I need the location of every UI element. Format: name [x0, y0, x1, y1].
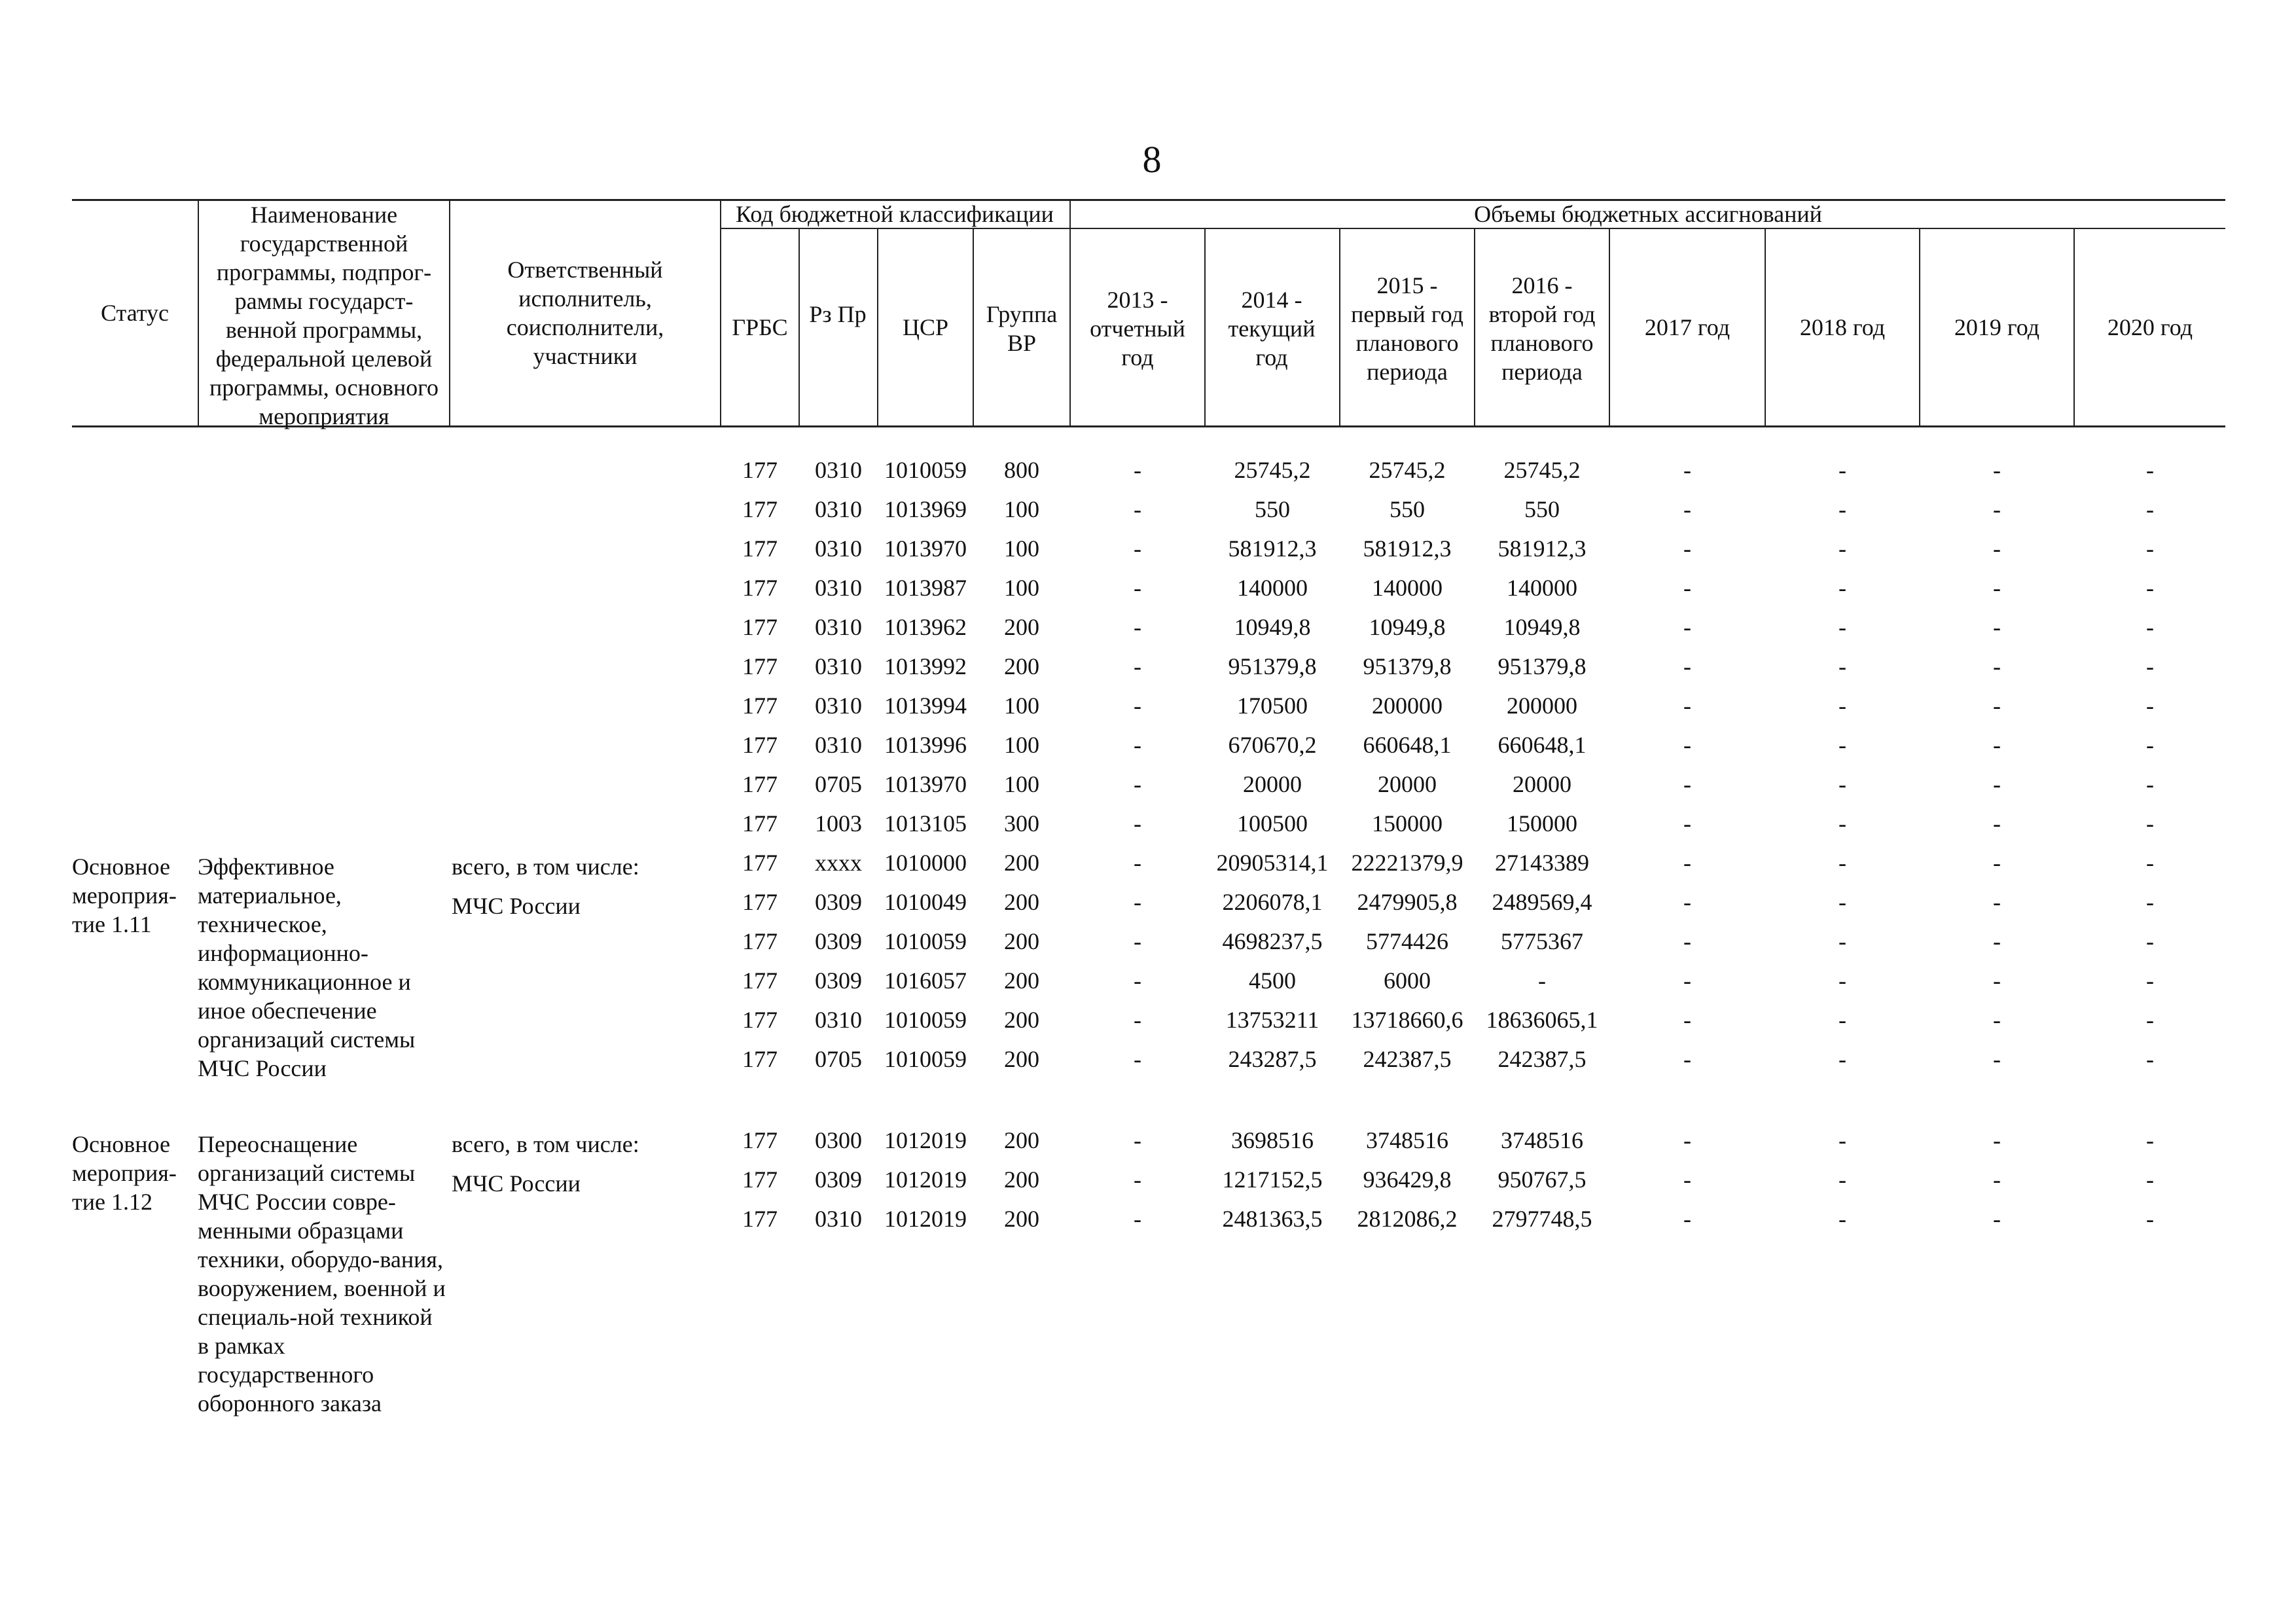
cell-2017: - [1683, 810, 1691, 837]
vrule [198, 199, 199, 427]
cell-2015: 10949,8 [1369, 614, 1446, 640]
cell-2019: - [1993, 575, 2001, 601]
cell-2019: - [1993, 1166, 2001, 1193]
cell-2019: - [1993, 614, 2001, 640]
cell-2014: 243287,5 [1228, 1046, 1317, 1072]
measure-112-exec-total: всего, в том числе: [452, 1131, 639, 1157]
cell-rzpr: xxxx [815, 850, 862, 876]
header-2013: 2013 - отчетный год [1090, 287, 1185, 370]
cell-vr: 200 [1004, 889, 1039, 915]
cell-grbs: 177 [742, 850, 778, 876]
cell-csr: 1013987 [884, 575, 967, 601]
cell-vr: 200 [1004, 1046, 1039, 1072]
cell-vr: 200 [1004, 850, 1039, 876]
cell-2015: 200000 [1372, 693, 1443, 719]
cell-grbs: 177 [742, 693, 778, 719]
cell-2019: - [1993, 967, 2001, 994]
cell-2017: - [1683, 653, 1691, 679]
measure-111-exec-total: всего, в том числе: [452, 854, 639, 880]
cell-2016: 3748516 [1501, 1127, 1583, 1153]
cell-2014: 3698516 [1231, 1127, 1314, 1153]
cell-csr: 1013970 [884, 535, 967, 562]
cell-2014: 140000 [1237, 575, 1308, 601]
cell-2015: 2812086,2 [1357, 1206, 1458, 1232]
cell-csr: 1013970 [884, 771, 967, 797]
cell-2019: - [1993, 771, 2001, 797]
cell-2015: 140000 [1372, 575, 1443, 601]
cell-2013: - [1134, 1166, 1141, 1193]
cell-grbs: 177 [742, 889, 778, 915]
cell-2013: - [1134, 889, 1141, 915]
cell-2016: 950767,5 [1498, 1166, 1587, 1193]
page-number: 8 [1142, 138, 1162, 181]
cell-2018: - [1839, 850, 1846, 876]
cell-2020: - [2146, 1046, 2154, 1072]
cell-2020: - [2146, 1007, 2154, 1033]
cell-csr: 1016057 [884, 967, 967, 994]
cell-rzpr: 0309 [815, 967, 862, 994]
vrule [1069, 199, 1071, 427]
cell-2020: - [2146, 732, 2154, 758]
cell-2018: - [1839, 496, 1846, 522]
cell-2019: - [1993, 1046, 2001, 1072]
cell-2014: 581912,3 [1228, 535, 1317, 562]
cell-2017: - [1683, 457, 1691, 483]
header-vr: Группа ВР [986, 301, 1058, 356]
cell-rzpr: 1003 [815, 810, 862, 837]
cell-2016: 550 [1524, 496, 1560, 522]
cell-2016: 27143389 [1495, 850, 1589, 876]
cell-2016: 25745,2 [1503, 457, 1581, 483]
cell-vr: 200 [1004, 653, 1039, 679]
cell-2014: 2481363,5 [1222, 1206, 1323, 1232]
cell-2014: 20905314,1 [1216, 850, 1329, 876]
cell-2015: 5774426 [1366, 928, 1448, 954]
cell-vr: 200 [1004, 1166, 1039, 1193]
cell-2018: - [1839, 1166, 1846, 1193]
cell-rzpr: 0309 [815, 928, 862, 954]
cell-vr: 800 [1004, 457, 1039, 483]
header-csr: ЦСР [902, 314, 949, 340]
cell-2018: - [1839, 967, 1846, 994]
cell-csr: 1012019 [884, 1166, 967, 1193]
header-2020: 2020 год [2107, 314, 2193, 340]
cell-vr: 300 [1004, 810, 1039, 837]
header-name: Наименование государственной программы, подпрог-раммы государст-венной программы, федеральной целевой программы, основного мероприятия [209, 202, 439, 429]
cell-2018: - [1839, 535, 1846, 562]
cell-2015: 150000 [1372, 810, 1443, 837]
cell-csr: 1010059 [884, 928, 967, 954]
cell-2019: - [1993, 850, 2001, 876]
cell-2019: - [1993, 693, 2001, 719]
cell-2018: - [1839, 810, 1846, 837]
header-budget-code: Код бюджетной классификации [736, 201, 1054, 227]
cell-vr: 200 [1004, 1206, 1039, 1232]
cell-2020: - [2146, 928, 2154, 954]
cell-2014: 1217152,5 [1222, 1166, 1323, 1193]
cell-2015: 22221379,9 [1351, 850, 1463, 876]
cell-2013: - [1134, 1127, 1141, 1153]
cell-rzpr: 0309 [815, 889, 862, 915]
cell-2014: 13753211 [1225, 1007, 1319, 1033]
cell-vr: 200 [1004, 614, 1039, 640]
cell-rzpr: 0310 [815, 535, 862, 562]
cell-vr: 100 [1004, 535, 1039, 562]
cell-2013: - [1134, 771, 1141, 797]
cell-2019: - [1993, 1127, 2001, 1153]
cell-2019: - [1993, 1206, 2001, 1232]
cell-grbs: 177 [742, 496, 778, 522]
cell-2016: 18636065,1 [1486, 1007, 1598, 1033]
cell-csr: 1010049 [884, 889, 967, 915]
cell-2013: - [1134, 693, 1141, 719]
cell-csr: 1013996 [884, 732, 967, 758]
cell-2014: 20000 [1243, 771, 1302, 797]
header-status: Статус [101, 300, 169, 326]
cell-2016: 10949,8 [1503, 614, 1581, 640]
cell-2015: 20000 [1378, 771, 1437, 797]
cell-2018: - [1839, 732, 1846, 758]
cell-2015: 936429,8 [1363, 1166, 1452, 1193]
cell-2015: 3748516 [1366, 1127, 1448, 1153]
cell-vr: 200 [1004, 928, 1039, 954]
cell-2016: 140000 [1507, 575, 1577, 601]
cell-2013: - [1134, 850, 1141, 876]
cell-2017: - [1683, 575, 1691, 601]
cell-rzpr: 0310 [815, 575, 862, 601]
cell-2013: - [1134, 967, 1141, 994]
cell-csr: 1010000 [884, 850, 967, 876]
cell-2020: - [2146, 693, 2154, 719]
cell-2020: - [2146, 653, 2154, 679]
cell-2017: - [1683, 732, 1691, 758]
cell-csr: 1013962 [884, 614, 967, 640]
cell-2019: - [1993, 928, 2001, 954]
cell-2016: 581912,3 [1498, 535, 1587, 562]
header-2017: 2017 год [1644, 314, 1731, 340]
cell-vr: 200 [1004, 1127, 1039, 1153]
cell-2020: - [2146, 850, 2154, 876]
cell-2017: - [1683, 771, 1691, 797]
cell-2017: - [1683, 1206, 1691, 1232]
cell-rzpr: 0310 [815, 1007, 862, 1033]
cell-2013: - [1134, 653, 1141, 679]
measure-112-status: Основное мероприя-тие 1.12 [72, 1131, 177, 1215]
cell-grbs: 177 [742, 810, 778, 837]
header-2016: 2016 - второй год планового периода [1488, 272, 1596, 385]
cell-rzpr: 0309 [815, 1166, 862, 1193]
cell-rzpr: 0310 [815, 732, 862, 758]
cell-2014: 100500 [1237, 810, 1308, 837]
cell-2016: 2797748,5 [1492, 1206, 1592, 1232]
cell-2020: - [2146, 889, 2154, 915]
cell-rzpr: 0310 [815, 1206, 862, 1232]
cell-2014: 951379,8 [1228, 653, 1317, 679]
cell-rzpr: 0310 [815, 496, 862, 522]
cell-grbs: 177 [742, 614, 778, 640]
cell-2016: 20000 [1513, 771, 1571, 797]
cell-2018: - [1839, 1127, 1846, 1153]
vrule [798, 228, 800, 427]
cell-2020: - [2146, 614, 2154, 640]
cell-2019: - [1993, 889, 2001, 915]
cell-csr: 1012019 [884, 1127, 967, 1153]
cell-csr: 1013992 [884, 653, 967, 679]
cell-2018: - [1839, 693, 1846, 719]
cell-csr: 1013994 [884, 693, 967, 719]
header-grbs: ГРБС [732, 314, 788, 340]
cell-2016: 5775367 [1501, 928, 1583, 954]
cell-2016: 200000 [1507, 693, 1577, 719]
cell-grbs: 177 [742, 1046, 778, 1072]
cell-2020: - [2146, 535, 2154, 562]
cell-2020: - [2146, 810, 2154, 837]
cell-2020: - [2146, 1206, 2154, 1232]
cell-2015: 13718660,6 [1351, 1007, 1463, 1033]
cell-2016: - [1538, 967, 1546, 994]
cell-2013: - [1134, 1007, 1141, 1033]
header-2014: 2014 - текущий год [1228, 287, 1316, 370]
cell-2015: 6000 [1384, 967, 1431, 994]
cell-grbs: 177 [742, 535, 778, 562]
cell-2013: - [1134, 928, 1141, 954]
measure-111-status: Основное мероприя-тие 1.11 [72, 854, 177, 937]
header-executor: Ответственный исполнитель, соисполнители, участники [506, 257, 664, 369]
header-rzpr: Рз Пр [809, 301, 867, 327]
cell-2014: 550 [1255, 496, 1290, 522]
cell-2015: 951379,8 [1363, 653, 1452, 679]
cell-grbs: 177 [742, 732, 778, 758]
cell-2020: - [2146, 496, 2154, 522]
cell-2020: - [2146, 575, 2154, 601]
cell-2015: 660648,1 [1363, 732, 1452, 758]
cell-2016: 660648,1 [1498, 732, 1587, 758]
cell-2013: - [1134, 614, 1141, 640]
cell-2013: - [1134, 1046, 1141, 1072]
cell-2014: 25745,2 [1234, 457, 1311, 483]
cell-vr: 100 [1004, 732, 1039, 758]
cell-2020: - [2146, 771, 2154, 797]
cell-2017: - [1683, 693, 1691, 719]
cell-grbs: 177 [742, 771, 778, 797]
cell-2015: 25745,2 [1369, 457, 1446, 483]
cell-2020: - [2146, 1166, 2154, 1193]
cell-grbs: 177 [742, 457, 778, 483]
cell-2013: - [1134, 732, 1141, 758]
cell-2019: - [1993, 535, 2001, 562]
cell-2020: - [2146, 967, 2154, 994]
cell-csr: 1010059 [884, 1046, 967, 1072]
cell-rzpr: 0310 [815, 614, 862, 640]
cell-2015: 550 [1390, 496, 1425, 522]
cell-2017: - [1683, 1007, 1691, 1033]
header-volumes: Объемы бюджетных ассигнований [1474, 201, 1822, 227]
cell-grbs: 177 [742, 1127, 778, 1153]
cell-2016: 242387,5 [1498, 1046, 1587, 1072]
cell-2014: 10949,8 [1234, 614, 1311, 640]
cell-2016: 150000 [1507, 810, 1577, 837]
cell-2017: - [1683, 1166, 1691, 1193]
measure-112-exec-main: МЧС России [452, 1170, 581, 1197]
cell-2018: - [1839, 457, 1846, 483]
cell-rzpr: 0705 [815, 771, 862, 797]
cell-2016: 2489569,4 [1492, 889, 1592, 915]
cell-grbs: 177 [742, 1007, 778, 1033]
cell-csr: 1010059 [884, 1007, 967, 1033]
measure-112-name: Переоснащение организаций системы МЧС России совре-менными образцами техники, оборудо-вания, вооружением, военной и специаль-ной техникой в рамках государственного оборонного заказа [198, 1131, 446, 1416]
cell-grbs: 177 [742, 1206, 778, 1232]
header-2019: 2019 год [1954, 314, 2040, 340]
measure-111-exec-main: МЧС России [452, 893, 581, 919]
cell-rzpr: 0300 [815, 1127, 862, 1153]
cell-vr: 200 [1004, 1007, 1039, 1033]
cell-2013: - [1134, 810, 1141, 837]
cell-2019: - [1993, 496, 2001, 522]
cell-2015: 581912,3 [1363, 535, 1452, 562]
cell-csr: 1012019 [884, 1206, 967, 1232]
cell-2014: 4500 [1249, 967, 1296, 994]
cell-2018: - [1839, 928, 1846, 954]
header-2018: 2018 год [1799, 314, 1886, 340]
cell-2013: - [1134, 535, 1141, 562]
vrule [973, 228, 974, 427]
cell-2020: - [2146, 457, 2154, 483]
cell-rzpr: 0310 [815, 693, 862, 719]
cell-2017: - [1683, 928, 1691, 954]
cell-grbs: 177 [742, 967, 778, 994]
cell-2014: 4698237,5 [1222, 928, 1323, 954]
cell-2014: 170500 [1237, 693, 1308, 719]
cell-vr: 100 [1004, 693, 1039, 719]
vrule [1204, 228, 1206, 427]
cell-2019: - [1993, 1007, 2001, 1033]
cell-grbs: 177 [742, 928, 778, 954]
cell-2013: - [1134, 575, 1141, 601]
cell-2018: - [1839, 653, 1846, 679]
cell-2017: - [1683, 496, 1691, 522]
cell-csr: 1013105 [884, 810, 967, 837]
cell-2019: - [1993, 732, 2001, 758]
cell-csr: 1013969 [884, 496, 967, 522]
cell-2018: - [1839, 771, 1846, 797]
cell-2015: 2479905,8 [1357, 889, 1458, 915]
cell-2018: - [1839, 614, 1846, 640]
cell-2018: - [1839, 1206, 1846, 1232]
cell-2018: - [1839, 889, 1846, 915]
cell-2017: - [1683, 1046, 1691, 1072]
cell-2019: - [1993, 653, 2001, 679]
cell-2018: - [1839, 1046, 1846, 1072]
cell-2018: - [1839, 1007, 1846, 1033]
header-2015: 2015 - первый год планового периода [1351, 272, 1463, 385]
cell-2017: - [1683, 535, 1691, 562]
cell-grbs: 177 [742, 653, 778, 679]
cell-2019: - [1993, 457, 2001, 483]
cell-2017: - [1683, 889, 1691, 915]
cell-2017: - [1683, 1127, 1691, 1153]
cell-2020: - [2146, 1127, 2154, 1153]
cell-2017: - [1683, 967, 1691, 994]
cell-2019: - [1993, 810, 2001, 837]
cell-2015: 242387,5 [1363, 1046, 1452, 1072]
cell-rzpr: 0705 [815, 1046, 862, 1072]
cell-csr: 1010059 [884, 457, 967, 483]
cell-2018: - [1839, 575, 1846, 601]
cell-rzpr: 0310 [815, 653, 862, 679]
vrule [449, 199, 450, 427]
cell-2014: 2206078,1 [1222, 889, 1323, 915]
cell-2014: 670670,2 [1228, 732, 1317, 758]
cell-rzpr: 0310 [815, 457, 862, 483]
cell-2016: 951379,8 [1498, 653, 1587, 679]
cell-vr: 100 [1004, 771, 1039, 797]
cell-vr: 100 [1004, 575, 1039, 601]
cell-2017: - [1683, 614, 1691, 640]
cell-vr: 100 [1004, 496, 1039, 522]
cell-2017: - [1683, 850, 1691, 876]
cell-vr: 200 [1004, 967, 1039, 994]
cell-2013: - [1134, 496, 1141, 522]
cell-grbs: 177 [742, 575, 778, 601]
cell-grbs: 177 [742, 1166, 778, 1193]
cell-2013: - [1134, 457, 1141, 483]
cell-2013: - [1134, 1206, 1141, 1232]
measure-111-name: Эффективное материальное, техническое, информационно-коммуникационное и иное обеспечение организаций системы МЧС России [198, 854, 416, 1081]
